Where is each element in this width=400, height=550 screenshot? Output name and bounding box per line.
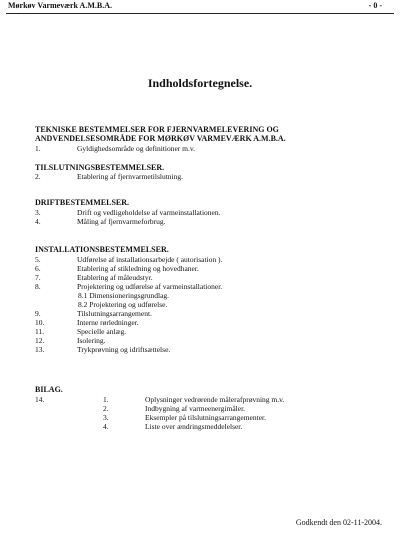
toc-subrow: 8.2 Projektering og udførelse. [78, 300, 168, 309]
approval-footer: Godkendt den 02-11-2004. [295, 518, 382, 527]
section-heading: TEKNISKE BESTEMMELSER FOR FJERNVARMELEVERING OG ANDVENDELSESOMRÅDE FOR MØRKØV VARMEVÆRK A.M.B.A. [35, 125, 286, 143]
toc-subrow: 8.1 Dimensioneringsgrundlag. [78, 291, 170, 300]
page-title: Indholdsfortegnelse. [147, 76, 253, 90]
section-heading: BILAG. [35, 385, 63, 394]
page-number: - 0 - [368, 1, 382, 10]
header-company: Mørkøv Varmeværk A.M.B.A. [8, 1, 112, 10]
section-heading: TILSLUTNINGSBESTEMMELSER. [35, 163, 165, 172]
page-header [6, 0, 394, 14]
section-heading: INSTALLATIONSBESTEMMELSER. [35, 245, 169, 254]
section-heading: DRIFTBESTEMMELSER. [35, 198, 130, 207]
